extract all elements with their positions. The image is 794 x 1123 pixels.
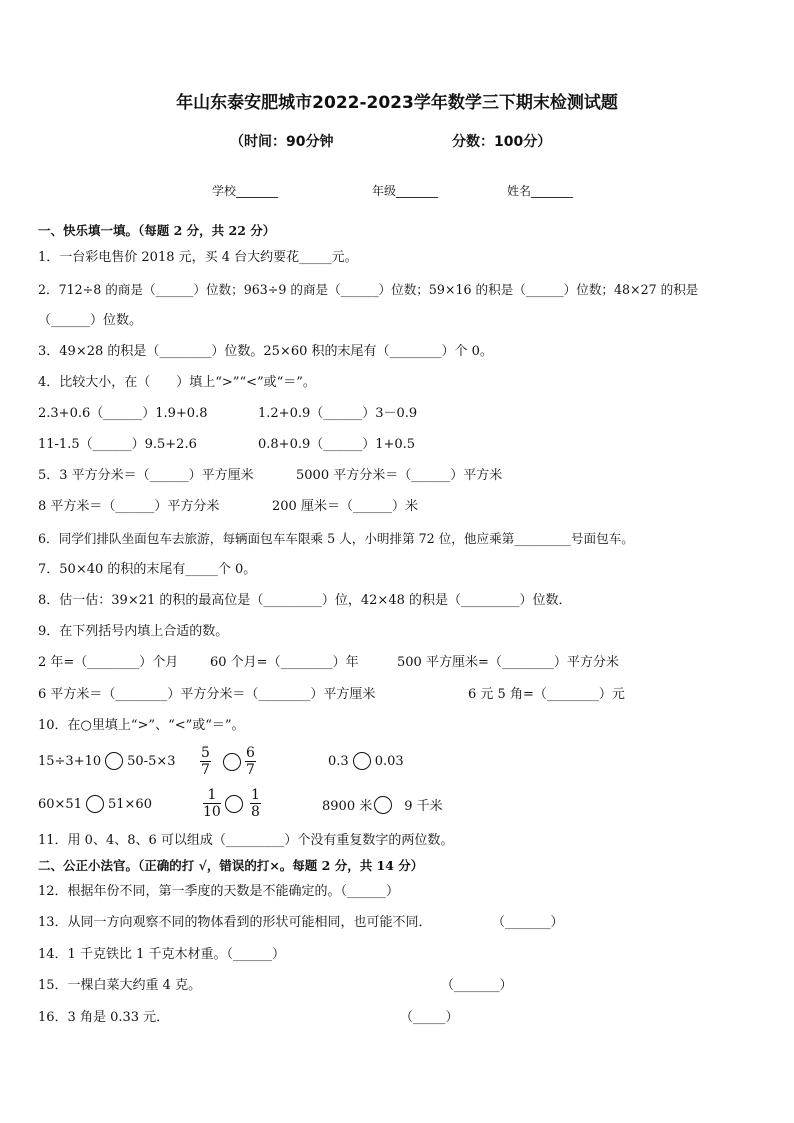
question-7: 7．50×40 的积的末尾有_____个 0。 [38,562,257,577]
fraction-numerator: 5 [201,745,210,761]
q9-item-1: 2 年=（________）个月 [38,655,179,670]
q10-compare-1 [38,752,176,770]
fraction-denominator: 10 [203,804,221,820]
q5-item-1: 5．3 平方分米＝（______）平方厘米 [38,468,254,483]
q4-item-2: 1.2+0.9（______）3－0.9 [258,406,418,421]
question-3: 3．49×28 的积是（________）位数。25×60 积的末尾有（________）个 0。 [38,344,493,359]
q10-compare-3 [328,752,404,770]
question-8: 8．估一估：39×21 的积的最高位是（_________）位，42×48 的积是（_________）位数． [38,593,572,608]
fraction-denominator: 7 [201,762,210,778]
compare-circle[interactable] [225,795,243,813]
fraction-numerator: 1 [203,787,221,804]
name-field: 姓名_______ [507,184,574,198]
q10-compare-4-left: 60×51 [38,796,82,812]
grade-field: 年级_______ [372,184,439,198]
q9-item-4: 6 平方米＝（________）平方分米＝（________）平方厘米 [38,687,376,702]
question-13: 13．从同一方向观察不同的物体看到的形状可能相同，也可能不同． [38,915,432,930]
compare-circle[interactable] [353,752,371,770]
q4-item-4: 0.8+0.9（______）1+0.5 [258,437,416,452]
q5-item-4: 200 厘米＝（______）米 [272,499,418,514]
fraction-denominator: 8 [251,804,260,820]
school-field: 学校_______ [212,184,279,198]
compare-circle[interactable] [86,795,104,813]
question-11: 11．用 0、4、8、6 可以组成（_________）个没有重复数字的两位数。 [38,833,454,848]
section-heading-1: 一、快乐填一填。（每题 2 分，共 22 分） [38,223,276,238]
question-16: 16．3 角是 0.33 元． [38,1010,170,1025]
compare-circle[interactable] [105,752,123,770]
question-13-blank[interactable]: （_______） [492,915,564,930]
q10-compare-3-right: 0.03 [374,753,404,769]
fraction-one-eighth [250,787,261,820]
fraction-five-sevenths [200,745,211,778]
compare-circle[interactable] [374,796,392,814]
question-14: 14．1 千克铁比 1 千克木材重。（______） [38,947,285,962]
q10-compare-3-left: 0.3 [328,753,349,769]
question-6: 6．同学们排队坐面包车去旅游，每辆面包车车限乘 5 人，小明排第 72 位，他应乘第_________号面包车。 [38,531,634,546]
question-1: 1．一台彩电售价 2018 元，买 4 台大约要花_____元。 [38,250,358,265]
question-4: 4．比较大小，在（ ）填上“>”“<”或“＝”。 [38,375,316,390]
question-10: 10．在○里填上“>”、“<”或“＝”。 [38,718,245,733]
question-15-blank[interactable]: （_______） [441,978,513,993]
fraction-one-tenth [203,787,221,820]
q10-compare-6 [322,795,443,814]
compare-circle[interactable] [223,753,241,771]
question-2-cont: （______）位数。 [38,313,143,328]
question-2: 2．712÷8 的商是（______）位数；963÷9 的商是（______）位数；59×16 的积是（______）位数；48×27 的积是 [38,282,699,297]
q10-compare-4 [38,795,152,813]
question-12: 12．根据年份不同，第一季度的天数是不能确定的。（______） [38,884,400,899]
q4-item-3: 11-1.5（______）9.5+2.6 [38,437,197,452]
question-9: 9．在下列括号内填上合适的数。 [38,624,229,639]
fraction-numerator: 1 [251,787,260,803]
q10-compare-1-left: 15÷3+10 [38,753,102,769]
q9-item-3: 500 平方厘米=（________）平方分米 [397,655,619,670]
fraction-denominator: 7 [246,762,255,778]
q10-compare-4-right: 51×60 [107,796,152,812]
page-title: 年山东泰安肥城市2022-2023学年数学三下期末检测试题 [176,93,618,113]
q9-item-5: 6 元 5 角=（________）元 [468,687,625,702]
q4-item-1: 2.3+0.6（______）1.9+0.8 [38,406,208,421]
fraction-six-sevenths [245,745,256,778]
q10-compare-1-right: 50-5×3 [127,753,176,769]
exam-score: 分数：100分） [452,134,552,150]
section-heading-2: 二、公正小法官。（正确的打 √，错误的打×。每题 2 分，共 14 分） [38,858,424,873]
q5-item-2: 5000 平方分米＝（______）平方米 [296,468,503,483]
exam-time: （时间：90分钟 [230,134,334,150]
question-16-blank[interactable]: （_____） [400,1010,459,1025]
question-15: 15．一棵白菜大约重 4 克。 [38,978,202,993]
fraction-numerator: 6 [246,745,255,761]
q9-item-2: 60 个月=（________）年 [210,655,359,670]
q10-compare-6-left: 8900 米 [322,799,373,814]
q10-compare-6-right: 9 千米 [404,799,443,814]
q5-item-3: 8 平方米＝（______）平方分米 [38,499,220,514]
